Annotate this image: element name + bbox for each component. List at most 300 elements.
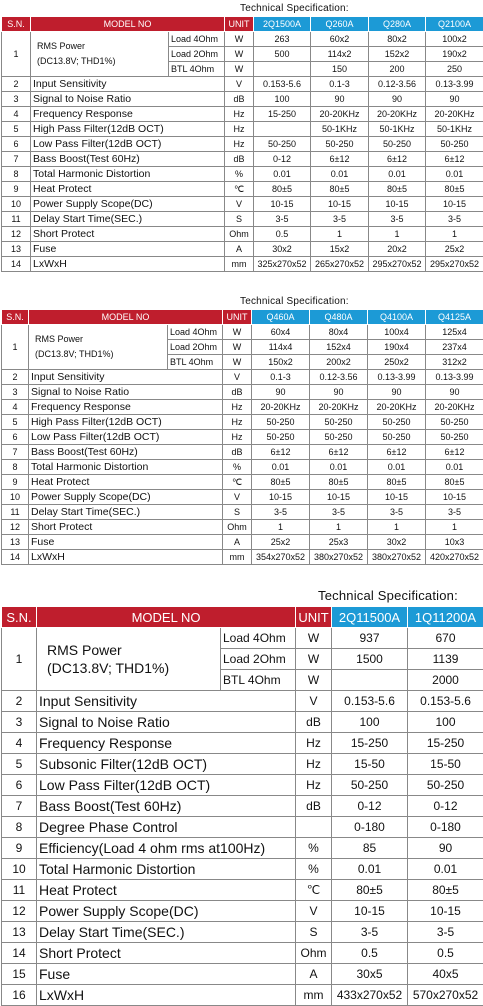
row-label: High Pass Filter(12dB OCT) [29, 415, 223, 430]
value-cell: 6±12 [368, 445, 426, 460]
value-cell: 200 [369, 62, 426, 77]
unit-cell: Hz [223, 400, 252, 415]
value-cell: 10-15 [311, 197, 369, 212]
row-number: 10 [2, 197, 31, 212]
row-label: Fuse [37, 964, 296, 985]
value-cell: 6±12 [310, 445, 368, 460]
row-number: 9 [2, 475, 29, 490]
row-label: LxWxH [37, 985, 296, 1006]
table-row [2, 535, 483, 550]
table-row [2, 325, 483, 340]
value-cell: 80x4 [310, 325, 368, 340]
unit-cell: A [225, 242, 254, 257]
value-cell: 60x4 [252, 325, 310, 340]
unit-cell: S [296, 922, 332, 943]
row-number: 15 [2, 964, 37, 985]
unit-cell: dB [296, 796, 332, 817]
unit-cell: % [296, 859, 332, 880]
value-cell: 0.01 [368, 460, 426, 475]
spec-title-3: Technical Specification: [318, 588, 458, 603]
row-number: 10 [2, 490, 29, 505]
row-number: 13 [2, 535, 29, 550]
value-cell: 80±5 [311, 182, 369, 197]
value-cell: 50-1KHz [426, 122, 483, 137]
value-cell: 1 [310, 520, 368, 535]
unit-cell: % [296, 838, 332, 859]
row-label: Degree Phase Control [37, 817, 296, 838]
row-label: Bass Boost(Test 60Hz) [37, 796, 296, 817]
value-cell: 3-5 [368, 505, 426, 520]
value-cell: 90 [426, 92, 483, 107]
value-cell: 50-250 [368, 430, 426, 445]
value-cell: 10-15 [368, 490, 426, 505]
row-number: 5 [2, 754, 37, 775]
value-cell: 15-50 [332, 754, 408, 775]
row-number: 7 [2, 796, 37, 817]
value-cell: 670 [408, 628, 483, 649]
unit-cell: W [296, 649, 332, 670]
table-row [2, 859, 483, 880]
value-cell: 50-250 [426, 137, 483, 152]
value-cell: 50-250 [252, 415, 310, 430]
value-cell: 20-20KHz [311, 107, 369, 122]
value-cell: 0-12 [254, 152, 311, 167]
value-cell: 10-15 [426, 490, 483, 505]
value-cell: 1 [426, 520, 483, 535]
unit-cell: % [225, 167, 254, 182]
row-number: 11 [2, 505, 29, 520]
row-number: 12 [2, 520, 29, 535]
table-row [2, 754, 483, 775]
row-label: Heat Protect [29, 475, 223, 490]
table-row [2, 520, 483, 535]
unit-cell: dB [223, 445, 252, 460]
rms-power-condition: (DC13.8V; THD1%) [37, 54, 166, 69]
spec-table-1 [1, 16, 483, 272]
rms-power-title: RMS Power [35, 332, 165, 347]
value-cell: 15-250 [254, 107, 311, 122]
row-number: 1 [2, 32, 31, 77]
value-cell: 0.01 [311, 167, 369, 182]
value-cell: 0-12 [408, 796, 483, 817]
spec-table-2 [1, 309, 483, 565]
row-label: Low Pass Filter(12dB OCT) [29, 430, 223, 445]
sn-header: S.N. [2, 607, 37, 628]
value-cell: 380x270x52 [368, 550, 426, 565]
model-header: MODEL NO [37, 607, 296, 628]
table-row [2, 212, 483, 227]
row-label: Signal to Noise Ratio [31, 92, 225, 107]
unit-cell: S [225, 212, 254, 227]
value-cell: 295x270x52 [369, 257, 426, 272]
model-name: 2Q1500A [254, 17, 311, 32]
value-cell: 0.01 [426, 167, 483, 182]
row-number: 11 [2, 212, 31, 227]
value-cell: 10-15 [332, 901, 408, 922]
value-cell: 100x4 [368, 325, 426, 340]
table-row [2, 137, 483, 152]
row-label: Short Protect [29, 520, 223, 535]
value-cell: 0.12-3.56 [310, 370, 368, 385]
value-cell: 50-250 [408, 775, 483, 796]
unit-cell: W [223, 340, 252, 355]
value-cell: 1500 [332, 649, 408, 670]
value-cell: 15-250 [332, 733, 408, 754]
table-row [2, 430, 483, 445]
rms-power-title: RMS Power [47, 641, 218, 659]
header-row [2, 17, 483, 32]
unit-cell: ℃ [225, 182, 254, 197]
unit-cell: dB [225, 92, 254, 107]
value-cell: 1 [252, 520, 310, 535]
value-cell: 354x270x52 [252, 550, 310, 565]
model-name: Q480A [310, 310, 368, 325]
unit-cell: dB [225, 152, 254, 167]
unit-cell: V [223, 370, 252, 385]
unit-cell: Ohm [223, 520, 252, 535]
unit-cell: V [223, 490, 252, 505]
row-label: Power Supply Scope(DC) [31, 197, 225, 212]
row-number: 5 [2, 415, 29, 430]
row-label: Low Pass Filter(12dB OCT) [37, 775, 296, 796]
value-cell: 10-15 [310, 490, 368, 505]
value-cell: 80x2 [369, 32, 426, 47]
value-cell: 25x3 [310, 535, 368, 550]
row-label: Delay Start Time(SEC.) [37, 922, 296, 943]
table-row [2, 257, 483, 272]
value-cell: 3-5 [252, 505, 310, 520]
row-label: LxWxH [31, 257, 225, 272]
unit-cell: Hz [296, 733, 332, 754]
value-cell: 0.153-5.6 [408, 691, 483, 712]
value-cell [254, 122, 311, 137]
model-name: Q460A [252, 310, 310, 325]
value-cell: 80±5 [368, 475, 426, 490]
value-cell: 80±5 [426, 182, 483, 197]
row-number: 4 [2, 400, 29, 415]
model-header: MODEL NO [31, 17, 225, 32]
value-cell: 80±5 [254, 182, 311, 197]
row-label: Power Supply Scope(DC) [37, 901, 296, 922]
value-cell: 25x2 [426, 242, 483, 257]
value-cell: 80±5 [332, 880, 408, 901]
value-cell: 237x4 [426, 340, 483, 355]
row-number: 8 [2, 167, 31, 182]
row-number: 4 [2, 107, 31, 122]
row-label: Delay Start Time(SEC.) [29, 505, 223, 520]
value-cell: 50-250 [310, 430, 368, 445]
value-cell: 325x270x52 [254, 257, 311, 272]
value-cell: 0-180 [332, 817, 408, 838]
unit-cell: W [296, 670, 332, 691]
unit-cell: V [225, 77, 254, 92]
value-cell [254, 62, 311, 77]
unit-cell: W [225, 47, 254, 62]
value-cell: 10-15 [252, 490, 310, 505]
row-number: 6 [2, 430, 29, 445]
value-cell: 30x2 [368, 535, 426, 550]
row-label: Delay Start Time(SEC.) [31, 212, 225, 227]
value-cell: 0.01 [426, 460, 483, 475]
row-number: 6 [2, 137, 31, 152]
unit-cell: dB [223, 385, 252, 400]
row-label: Bass Boost(Test 60Hz) [31, 152, 225, 167]
value-cell: 50-1KHz [311, 122, 369, 137]
row-label: Frequency Response [31, 107, 225, 122]
load-label: BTL 4Ohm [168, 355, 223, 370]
model-header: MODEL NO [29, 310, 223, 325]
table-row [2, 370, 483, 385]
value-cell: 50-250 [426, 415, 483, 430]
value-cell: 50-1KHz [369, 122, 426, 137]
value-cell: 90 [310, 385, 368, 400]
value-cell: 30x2 [254, 242, 311, 257]
table-row [2, 505, 483, 520]
model-name: 1Q11200A [408, 607, 483, 628]
value-cell: 90 [368, 385, 426, 400]
row-number: 12 [2, 901, 37, 922]
unit-cell: V [296, 691, 332, 712]
row-number: 5 [2, 122, 31, 137]
table-row [2, 445, 483, 460]
table-row [2, 475, 483, 490]
value-cell: 3-5 [426, 505, 483, 520]
table-row [2, 964, 483, 985]
row-label: Low Pass Filter(12dB OCT) [31, 137, 225, 152]
value-cell: 10-15 [369, 197, 426, 212]
value-cell: 0.13-3.99 [368, 370, 426, 385]
row-label: Short Protect [37, 943, 296, 964]
value-cell: 150 [311, 62, 369, 77]
value-cell: 0.01 [332, 859, 408, 880]
row-number: 8 [2, 460, 29, 475]
value-cell: 85 [332, 838, 408, 859]
value-cell: 3-5 [369, 212, 426, 227]
value-cell: 20-20KHz [426, 400, 483, 415]
value-cell: 40x5 [408, 964, 483, 985]
value-cell: 20-20KHz [369, 107, 426, 122]
row-number: 12 [2, 227, 31, 242]
value-cell: 80±5 [310, 475, 368, 490]
value-cell: 3-5 [310, 505, 368, 520]
load-label: Load 4Ohm [168, 325, 223, 340]
unit-cell: A [223, 535, 252, 550]
value-cell [332, 670, 408, 691]
load-label: BTL 4Ohm [221, 670, 296, 691]
row-number: 11 [2, 880, 37, 901]
row-label: Input Sensitivity [37, 691, 296, 712]
value-cell: 295x270x52 [426, 257, 483, 272]
value-cell: 1139 [408, 649, 483, 670]
value-cell: 312x2 [426, 355, 483, 370]
value-cell: 6±12 [311, 152, 369, 167]
unit-cell: mm [223, 550, 252, 565]
value-cell: 50-250 [426, 430, 483, 445]
value-cell: 0.13-3.99 [426, 370, 483, 385]
model-name: Q4100A [368, 310, 426, 325]
table-row [2, 152, 483, 167]
row-label: Total Harmonic Distortion [37, 859, 296, 880]
spec-table-3 [1, 606, 483, 1006]
table-row [2, 242, 483, 257]
load-label: BTL 4Ohm [169, 62, 225, 77]
row-label: Power Supply Scope(DC) [29, 490, 223, 505]
value-cell: 0.01 [369, 167, 426, 182]
value-cell: 0.13-3.99 [426, 77, 483, 92]
value-cell: 0-12 [332, 796, 408, 817]
row-number: 7 [2, 445, 29, 460]
rms-power-label [29, 325, 168, 370]
table-row [2, 197, 483, 212]
value-cell: 25x2 [252, 535, 310, 550]
value-cell: 10-15 [254, 197, 311, 212]
row-number: 16 [2, 985, 37, 1006]
value-cell: 20x2 [369, 242, 426, 257]
unit-cell: W [223, 355, 252, 370]
row-number: 2 [2, 77, 31, 92]
value-cell: 60x2 [311, 32, 369, 47]
value-cell: 380x270x52 [310, 550, 368, 565]
value-cell: 50-250 [311, 137, 369, 152]
value-cell: 125x4 [426, 325, 483, 340]
value-cell: 1 [426, 227, 483, 242]
value-cell: 20-20KHz [368, 400, 426, 415]
value-cell: 0.01 [408, 859, 483, 880]
value-cell: 420x270x52 [426, 550, 483, 565]
value-cell: 10-15 [408, 901, 483, 922]
table-row [2, 796, 483, 817]
value-cell: 570x270x52 [408, 985, 483, 1006]
value-cell: 3-5 [254, 212, 311, 227]
value-cell: 80±5 [252, 475, 310, 490]
value-cell: 50-250 [368, 415, 426, 430]
row-label: Fuse [29, 535, 223, 550]
table-row [2, 838, 483, 859]
value-cell: 1 [311, 227, 369, 242]
value-cell: 0-180 [408, 817, 483, 838]
value-cell: 152x4 [310, 340, 368, 355]
value-cell: 263 [254, 32, 311, 47]
load-label: Load 4Ohm [169, 32, 225, 47]
table-row [2, 880, 483, 901]
unit-cell: W [223, 325, 252, 340]
unit-cell: mm [225, 257, 254, 272]
rms-power-condition: (DC13.8V; THD1%) [35, 347, 165, 362]
unit-cell: W [225, 32, 254, 47]
unit-cell: S [223, 505, 252, 520]
row-label: Bass Boost(Test 60Hz) [29, 445, 223, 460]
row-number: 6 [2, 775, 37, 796]
unit-cell: Ohm [296, 943, 332, 964]
table-row [2, 775, 483, 796]
value-cell: 100 [408, 712, 483, 733]
value-cell: 190x4 [368, 340, 426, 355]
value-cell: 6±12 [252, 445, 310, 460]
load-label: Load 4Ohm [221, 628, 296, 649]
value-cell: 50-250 [254, 137, 311, 152]
table-row [2, 385, 483, 400]
value-cell: 3-5 [332, 922, 408, 943]
unit-cell: W [225, 62, 254, 77]
table-row [2, 415, 483, 430]
value-cell: 20-20KHz [252, 400, 310, 415]
value-cell: 50-250 [310, 415, 368, 430]
unit-cell: V [296, 901, 332, 922]
value-cell: 80±5 [426, 475, 483, 490]
value-cell: 6±12 [426, 152, 483, 167]
row-label: Input Sensitivity [29, 370, 223, 385]
row-number: 2 [2, 370, 29, 385]
row-number: 13 [2, 242, 31, 257]
unit-cell: Ohm [225, 227, 254, 242]
value-cell: 0.5 [254, 227, 311, 242]
value-cell: 0.153-5.6 [254, 77, 311, 92]
unit-cell: % [223, 460, 252, 475]
header-row [2, 310, 483, 325]
sn-header: S.N. [2, 17, 31, 32]
row-label: Signal to Noise Ratio [29, 385, 223, 400]
value-cell: 0.01 [254, 167, 311, 182]
table-row [2, 32, 483, 47]
value-cell: 114x2 [311, 47, 369, 62]
table-row [2, 985, 483, 1006]
table-row [2, 490, 483, 505]
value-cell: 15x2 [311, 242, 369, 257]
value-cell: 0.12-3.56 [369, 77, 426, 92]
value-cell: 0.153-5.6 [332, 691, 408, 712]
row-number: 10 [2, 859, 37, 880]
value-cell: 3-5 [311, 212, 369, 227]
table-row [2, 691, 483, 712]
value-cell: 80±5 [408, 880, 483, 901]
value-cell: 90 [426, 385, 483, 400]
unit-cell: Hz [296, 775, 332, 796]
value-cell: 90 [369, 92, 426, 107]
value-cell: 50-250 [369, 137, 426, 152]
value-cell: 30x5 [332, 964, 408, 985]
row-number: 8 [2, 817, 37, 838]
row-number: 9 [2, 182, 31, 197]
row-label: Frequency Response [29, 400, 223, 415]
row-label: Efficiency(Load 4 ohm rms at100Hz) [37, 838, 296, 859]
unit-cell: Hz [225, 107, 254, 122]
value-cell: 0.1-3 [311, 77, 369, 92]
unit-cell: mm [296, 985, 332, 1006]
row-number: 3 [2, 92, 31, 107]
table-row [2, 817, 483, 838]
value-cell: 937 [332, 628, 408, 649]
table-row [2, 943, 483, 964]
row-label: LxWxH [29, 550, 223, 565]
value-cell: 50-250 [252, 430, 310, 445]
row-label: Frequency Response [37, 733, 296, 754]
row-number: 14 [2, 257, 31, 272]
unit-header: UNIT [296, 607, 332, 628]
table-row [2, 107, 483, 122]
value-cell: 80±5 [369, 182, 426, 197]
table-row [2, 733, 483, 754]
value-cell: 250x2 [368, 355, 426, 370]
table-row [2, 628, 483, 649]
unit-cell: V [225, 197, 254, 212]
table-row [2, 227, 483, 242]
row-number: 7 [2, 152, 31, 167]
row-number: 3 [2, 712, 37, 733]
value-cell: 10x3 [426, 535, 483, 550]
table-row [2, 167, 483, 182]
value-cell: 100 [254, 92, 311, 107]
value-cell: 90 [311, 92, 369, 107]
